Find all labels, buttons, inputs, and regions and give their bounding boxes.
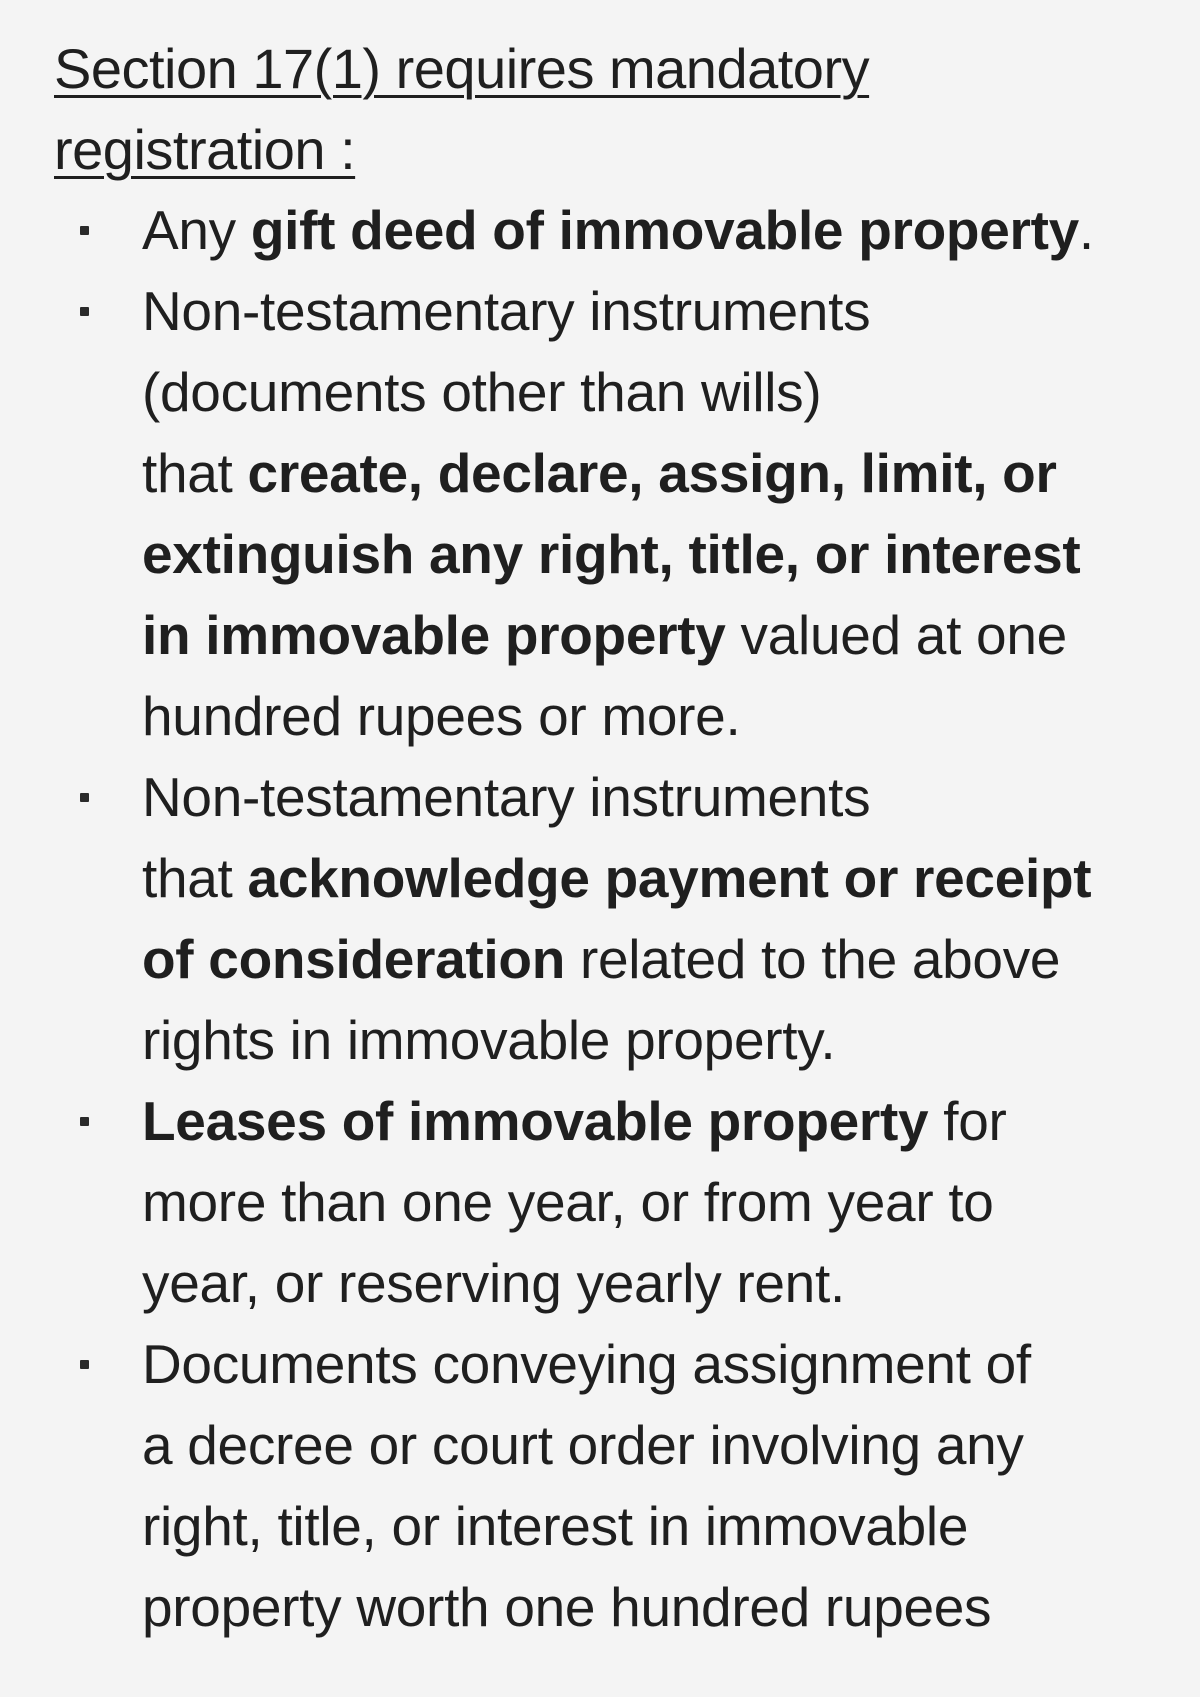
- emphasized-text: gift deed of immovable property: [250, 199, 1079, 261]
- body-text: rights in immovable property.: [142, 1009, 836, 1071]
- body-text: that: [142, 442, 248, 504]
- body-text: that: [142, 847, 248, 909]
- list-item-line: [142, 1486, 1160, 1567]
- list-item-line: [142, 433, 1160, 514]
- body-text: right, title, or interest in immovable: [142, 1495, 969, 1557]
- emphasized-text: in immovable property: [142, 604, 726, 666]
- list-item-line: [142, 595, 1160, 676]
- heading-line: Section 17(1) requires mandatory: [54, 37, 870, 100]
- body-text: hundred rupees or more.: [142, 685, 741, 747]
- requirements-list: [54, 190, 1160, 1648]
- body-text: Documents conveying assignment of: [142, 1333, 1031, 1395]
- bullet-icon: [80, 793, 89, 802]
- body-text: property worth one hundred rupees: [142, 1576, 992, 1638]
- list-item-line: [142, 1324, 1160, 1405]
- body-text: for: [928, 1090, 1007, 1152]
- bullet-icon: [80, 1117, 89, 1126]
- body-text: (documents other than wills): [142, 361, 822, 423]
- list-item: [54, 1324, 1160, 1648]
- list-item-line: [142, 1162, 1160, 1243]
- list-item-line: [142, 1081, 1160, 1162]
- emphasized-text: extinguish any right, title, or interest: [142, 523, 1081, 585]
- body-text: more than one year, or from year to: [142, 1171, 994, 1233]
- list-item-line: [142, 352, 1160, 433]
- list-item-line: [142, 1567, 1160, 1648]
- list-item-line: [142, 1405, 1160, 1486]
- body-text: a decree or court order involving any: [142, 1414, 1024, 1476]
- list-item-line: [142, 676, 1160, 757]
- emphasized-text: create, declare, assign, limit, or: [247, 442, 1057, 504]
- emphasized-text: of consideration: [142, 928, 566, 990]
- emphasized-text: Leases of immovable property: [142, 1090, 929, 1152]
- body-text: Non-testamentary instruments: [142, 280, 871, 342]
- list-item: [54, 190, 1160, 271]
- body-text: Non-testamentary instruments: [142, 766, 871, 828]
- list-item-line: [142, 271, 1160, 352]
- bullet-icon: [80, 1360, 89, 1369]
- body-text: Any: [142, 199, 251, 261]
- bullet-icon: [80, 307, 89, 316]
- list-item: [54, 757, 1160, 1081]
- body-text: year, or reserving yearly rent.: [142, 1252, 845, 1314]
- list-item: [54, 271, 1160, 757]
- list-item-line: [142, 1243, 1160, 1324]
- heading-line: registration :: [54, 118, 356, 181]
- section-heading: [54, 28, 994, 190]
- list-item-line: [142, 919, 1160, 1000]
- list-item-line: [142, 838, 1160, 919]
- list-item-line: [142, 514, 1160, 595]
- body-text: .: [1078, 199, 1094, 261]
- list-item: [54, 1081, 1160, 1324]
- body-text: related to the above: [565, 928, 1061, 990]
- emphasized-text: acknowledge payment or receipt: [247, 847, 1092, 909]
- list-item-line: [142, 190, 1160, 271]
- list-item-line: [142, 757, 1160, 838]
- bullet-icon: [80, 226, 89, 235]
- body-text: valued at one: [725, 604, 1067, 666]
- list-item-line: [142, 1000, 1160, 1081]
